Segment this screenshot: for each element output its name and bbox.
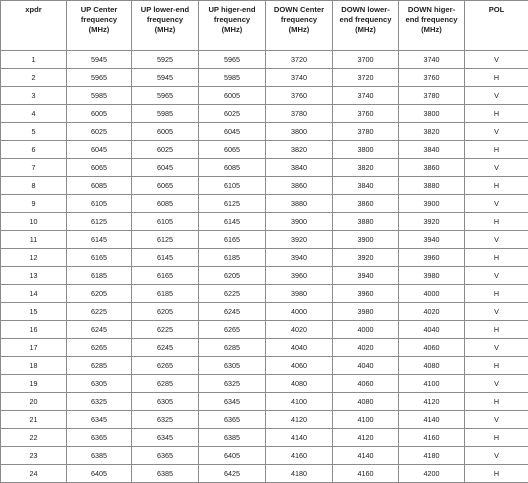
table-cell-down-higher-freq: 4160 [399,429,465,447]
table-cell-down-higher-freq: 3980 [399,267,465,285]
table-cell-down-center-freq: 4040 [266,339,333,357]
table-cell-down-higher-freq: 4040 [399,321,465,339]
column-header-line: frequency [199,15,265,25]
table-row [1,357,528,375]
table-cell-up-lower-freq: 6065 [132,177,199,195]
table-cell-down-center-freq: 3720 [266,51,333,69]
table-cell-down-higher-freq: 3880 [399,177,465,195]
table-cell-pol: V [465,51,528,69]
column-header-down-center-freq [266,1,333,51]
table-cell-down-center-freq: 3800 [266,123,333,141]
table-cell-pol: V [465,303,528,321]
table-cell-down-higher-freq: 4100 [399,375,465,393]
table-cell-up-higher-freq: 5985 [199,69,266,87]
table-row [1,213,528,231]
column-header-pol [465,1,528,51]
table-cell-up-higher-freq: 6125 [199,195,266,213]
table-row [1,465,528,483]
table-row [1,141,528,159]
table-cell-up-center-freq: 6245 [67,321,132,339]
table-cell-up-lower-freq: 6205 [132,303,199,321]
table-cell-pol: V [465,267,528,285]
table-row [1,393,528,411]
table-cell-pol: V [465,159,528,177]
table-row [1,303,528,321]
table-cell-xpdr: 15 [1,303,67,321]
table-cell-xpdr: 20 [1,393,67,411]
table-row [1,429,528,447]
table-cell-xpdr: 12 [1,249,67,267]
table-cell-down-center-freq: 3760 [266,87,333,105]
table-cell-up-higher-freq: 6045 [199,123,266,141]
table-cell-pol: V [465,411,528,429]
table-cell-down-lower-freq: 4120 [333,429,399,447]
table-cell-pol: V [465,339,528,357]
table-row [1,321,528,339]
table-cell-up-higher-freq: 5965 [199,51,266,69]
table-cell-up-center-freq: 5945 [67,51,132,69]
column-header-line: UP lower-end [132,5,198,15]
table-cell-up-higher-freq: 6005 [199,87,266,105]
table-cell-down-lower-freq: 4000 [333,321,399,339]
table-cell-pol: H [465,285,528,303]
table-cell-pol: H [465,69,528,87]
table-cell-down-higher-freq: 3920 [399,213,465,231]
table-cell-up-lower-freq: 6285 [132,375,199,393]
column-header-line: UP higer-end [199,5,265,15]
table-cell-down-higher-freq: 3740 [399,51,465,69]
table-cell-xpdr: 18 [1,357,67,375]
table-cell-down-lower-freq: 4100 [333,411,399,429]
table-cell-pol: H [465,429,528,447]
table-cell-up-lower-freq: 6085 [132,195,199,213]
table-cell-up-center-freq: 6065 [67,159,132,177]
table-cell-xpdr: 14 [1,285,67,303]
table-cell-down-lower-freq: 3900 [333,231,399,249]
header-row [1,1,528,51]
table-cell-xpdr: 24 [1,465,67,483]
table-cell-up-higher-freq: 6285 [199,339,266,357]
table-cell-up-higher-freq: 6225 [199,285,266,303]
column-header-line: DOWN lower- [333,5,398,15]
table-cell-pol: H [465,213,528,231]
column-header-up-center-freq [67,1,132,51]
table-cell-xpdr: 8 [1,177,67,195]
table-cell-pol: H [465,357,528,375]
table-row [1,285,528,303]
table-row [1,411,528,429]
table-cell-down-lower-freq: 3860 [333,195,399,213]
table-cell-up-higher-freq: 6305 [199,357,266,375]
table-cell-up-center-freq: 6285 [67,357,132,375]
column-header-down-lower-freq [333,1,399,51]
table-cell-up-center-freq: 6105 [67,195,132,213]
table-cell-up-higher-freq: 6325 [199,375,266,393]
table-cell-down-lower-freq: 3960 [333,285,399,303]
table-cell-down-center-freq: 3780 [266,105,333,123]
table-cell-up-center-freq: 6305 [67,375,132,393]
table-row [1,267,528,285]
column-header-line: DOWN higer- [399,5,464,15]
column-header-line: (MHz) [67,25,131,35]
table-cell-up-higher-freq: 6345 [199,393,266,411]
table-row [1,159,528,177]
table-cell-up-center-freq: 5985 [67,87,132,105]
table-cell-pol: V [465,375,528,393]
table-cell-down-center-freq: 3980 [266,285,333,303]
table-cell-down-center-freq: 4020 [266,321,333,339]
table-cell-up-center-freq: 6045 [67,141,132,159]
table-cell-xpdr: 5 [1,123,67,141]
column-header-line: end frequency [399,15,464,25]
table-cell-up-higher-freq: 6405 [199,447,266,465]
table-cell-up-center-freq: 6225 [67,303,132,321]
table-cell-up-center-freq: 6405 [67,465,132,483]
table-row [1,231,528,249]
table-row [1,51,528,69]
table-cell-xpdr: 4 [1,105,67,123]
table-header [1,1,528,51]
table-cell-down-lower-freq: 3760 [333,105,399,123]
table-cell-down-higher-freq: 4120 [399,393,465,411]
table-cell-down-center-freq: 3860 [266,177,333,195]
table-cell-down-center-freq: 4060 [266,357,333,375]
table-cell-up-lower-freq: 5925 [132,51,199,69]
column-header-line: frequency [67,15,131,25]
table-cell-pol: H [465,249,528,267]
table-cell-down-higher-freq: 4080 [399,357,465,375]
column-header-line: UP Center [67,5,131,15]
table-cell-up-lower-freq: 6185 [132,285,199,303]
table-cell-xpdr: 10 [1,213,67,231]
column-header-down-higher-freq [399,1,465,51]
table-cell-up-lower-freq: 6365 [132,447,199,465]
column-header-line: frequency [132,15,198,25]
table-cell-down-lower-freq: 3740 [333,87,399,105]
table-cell-up-lower-freq: 6125 [132,231,199,249]
column-header-line: (MHz) [199,25,265,35]
table-cell-down-center-freq: 4120 [266,411,333,429]
table-cell-up-higher-freq: 6205 [199,267,266,285]
table-cell-down-higher-freq: 4000 [399,285,465,303]
table-cell-xpdr: 19 [1,375,67,393]
column-header-line: (MHz) [333,25,398,35]
table-cell-up-higher-freq: 6165 [199,231,266,249]
table-cell-up-lower-freq: 6325 [132,411,199,429]
table-cell-xpdr: 21 [1,411,67,429]
column-header-line: (MHz) [132,25,198,35]
table-cell-down-higher-freq: 3860 [399,159,465,177]
table-cell-down-center-freq: 3820 [266,141,333,159]
table-cell-up-higher-freq: 6105 [199,177,266,195]
table-cell-down-lower-freq: 3820 [333,159,399,177]
table-cell-down-center-freq: 3840 [266,159,333,177]
table-cell-up-higher-freq: 6025 [199,105,266,123]
table-cell-down-higher-freq: 3960 [399,249,465,267]
table-cell-down-center-freq: 4160 [266,447,333,465]
table-row [1,105,528,123]
column-header-line: POL [465,5,528,15]
column-header-line: (MHz) [399,25,464,35]
table-cell-up-lower-freq: 6105 [132,213,199,231]
table-row [1,123,528,141]
table-row [1,447,528,465]
table-cell-up-lower-freq: 6265 [132,357,199,375]
column-header-xpdr [1,1,67,51]
table-cell-pol: V [465,231,528,249]
table-cell-up-center-freq: 6265 [67,339,132,357]
table-cell-down-lower-freq: 4140 [333,447,399,465]
table-cell-down-higher-freq: 3780 [399,87,465,105]
table-cell-up-lower-freq: 6245 [132,339,199,357]
column-header-line: (MHz) [266,25,332,35]
table-cell-down-lower-freq: 3940 [333,267,399,285]
table-cell-down-center-freq: 3940 [266,249,333,267]
table-cell-up-higher-freq: 6065 [199,141,266,159]
table-cell-up-lower-freq: 6165 [132,267,199,285]
column-header-line: xpdr [1,5,66,15]
table-cell-up-higher-freq: 6185 [199,249,266,267]
table-row [1,177,528,195]
table-cell-xpdr: 7 [1,159,67,177]
table-cell-up-lower-freq: 6345 [132,429,199,447]
table-cell-down-lower-freq: 4060 [333,375,399,393]
table-cell-down-lower-freq: 4020 [333,339,399,357]
table-row [1,87,528,105]
table-cell-down-higher-freq: 3900 [399,195,465,213]
table-cell-up-higher-freq: 6365 [199,411,266,429]
table-cell-down-lower-freq: 3920 [333,249,399,267]
table-cell-up-lower-freq: 5965 [132,87,199,105]
table-cell-pol: H [465,105,528,123]
table-cell-up-lower-freq: 6225 [132,321,199,339]
table-cell-down-center-freq: 3880 [266,195,333,213]
table-cell-up-lower-freq: 6145 [132,249,199,267]
table-cell-up-lower-freq: 6005 [132,123,199,141]
table-cell-xpdr: 3 [1,87,67,105]
table-cell-down-lower-freq: 4080 [333,393,399,411]
table-cell-up-center-freq: 6345 [67,411,132,429]
table-row [1,339,528,357]
table-cell-down-center-freq: 4180 [266,465,333,483]
table-cell-xpdr: 17 [1,339,67,357]
table-cell-up-lower-freq: 6305 [132,393,199,411]
table-cell-pol: H [465,465,528,483]
table-cell-down-higher-freq: 4060 [399,339,465,357]
table-cell-pol: V [465,123,528,141]
table-cell-up-center-freq: 6005 [67,105,132,123]
table-cell-xpdr: 11 [1,231,67,249]
table-cell-pol: H [465,393,528,411]
table-cell-down-center-freq: 4080 [266,375,333,393]
table-cell-up-higher-freq: 6385 [199,429,266,447]
table-cell-down-center-freq: 4100 [266,393,333,411]
table-cell-xpdr: 23 [1,447,67,465]
table-cell-down-lower-freq: 3980 [333,303,399,321]
table-cell-down-lower-freq: 3780 [333,123,399,141]
table-cell-pol: H [465,177,528,195]
table-cell-pol: V [465,195,528,213]
table-cell-up-lower-freq: 6025 [132,141,199,159]
table-cell-up-lower-freq: 5945 [132,69,199,87]
table-row [1,249,528,267]
table-cell-pol: V [465,87,528,105]
table-cell-pol: H [465,141,528,159]
table-cell-xpdr: 6 [1,141,67,159]
table-cell-pol: V [465,447,528,465]
table-cell-down-higher-freq: 3940 [399,231,465,249]
table-cell-down-higher-freq: 3800 [399,105,465,123]
table-cell-xpdr: 1 [1,51,67,69]
table-cell-down-higher-freq: 4180 [399,447,465,465]
table-row [1,195,528,213]
table-cell-down-center-freq: 3960 [266,267,333,285]
table-cell-down-lower-freq: 3700 [333,51,399,69]
table-cell-down-higher-freq: 3840 [399,141,465,159]
table-cell-up-center-freq: 6365 [67,429,132,447]
table-cell-down-higher-freq: 3760 [399,69,465,87]
table-cell-down-lower-freq: 4160 [333,465,399,483]
table-cell-up-center-freq: 6085 [67,177,132,195]
table-cell-xpdr: 2 [1,69,67,87]
column-header-line: end frequency [333,15,398,25]
table-cell-down-center-freq: 3920 [266,231,333,249]
table-cell-up-center-freq: 6165 [67,249,132,267]
table-cell-up-lower-freq: 6385 [132,465,199,483]
column-header-up-lower-freq [132,1,199,51]
table-cell-up-center-freq: 6205 [67,285,132,303]
table-cell-up-center-freq: 6125 [67,213,132,231]
table-body [1,51,528,483]
table-cell-down-lower-freq: 3800 [333,141,399,159]
table-cell-xpdr: 16 [1,321,67,339]
table-cell-up-center-freq: 5965 [67,69,132,87]
column-header-up-higher-freq [199,1,266,51]
table-cell-up-center-freq: 6025 [67,123,132,141]
table-cell-pol: H [465,321,528,339]
table-row [1,375,528,393]
table-cell-up-lower-freq: 6045 [132,159,199,177]
table-cell-down-center-freq: 4140 [266,429,333,447]
table-cell-up-center-freq: 6145 [67,231,132,249]
table-cell-up-higher-freq: 6145 [199,213,266,231]
table-cell-xpdr: 13 [1,267,67,285]
table-cell-up-center-freq: 6385 [67,447,132,465]
column-header-line: frequency [266,15,332,25]
table-cell-up-center-freq: 6185 [67,267,132,285]
table-cell-down-lower-freq: 4040 [333,357,399,375]
table-cell-up-higher-freq: 6245 [199,303,266,321]
table-row [1,69,528,87]
table-cell-up-lower-freq: 5985 [132,105,199,123]
table-cell-down-lower-freq: 3840 [333,177,399,195]
table-cell-down-center-freq: 3900 [266,213,333,231]
table-cell-down-higher-freq: 4020 [399,303,465,321]
table-cell-down-lower-freq: 3720 [333,69,399,87]
table-cell-up-higher-freq: 6265 [199,321,266,339]
table-cell-down-center-freq: 4000 [266,303,333,321]
table-cell-up-higher-freq: 6085 [199,159,266,177]
table-cell-down-higher-freq: 4140 [399,411,465,429]
table-cell-xpdr: 22 [1,429,67,447]
table-cell-down-higher-freq: 3820 [399,123,465,141]
table-cell-up-higher-freq: 6425 [199,465,266,483]
table-cell-down-lower-freq: 3880 [333,213,399,231]
table-cell-down-center-freq: 3740 [266,69,333,87]
table-cell-up-center-freq: 6325 [67,393,132,411]
column-header-line: DOWN Center [266,5,332,15]
table-cell-xpdr: 9 [1,195,67,213]
table-cell-down-higher-freq: 4200 [399,465,465,483]
